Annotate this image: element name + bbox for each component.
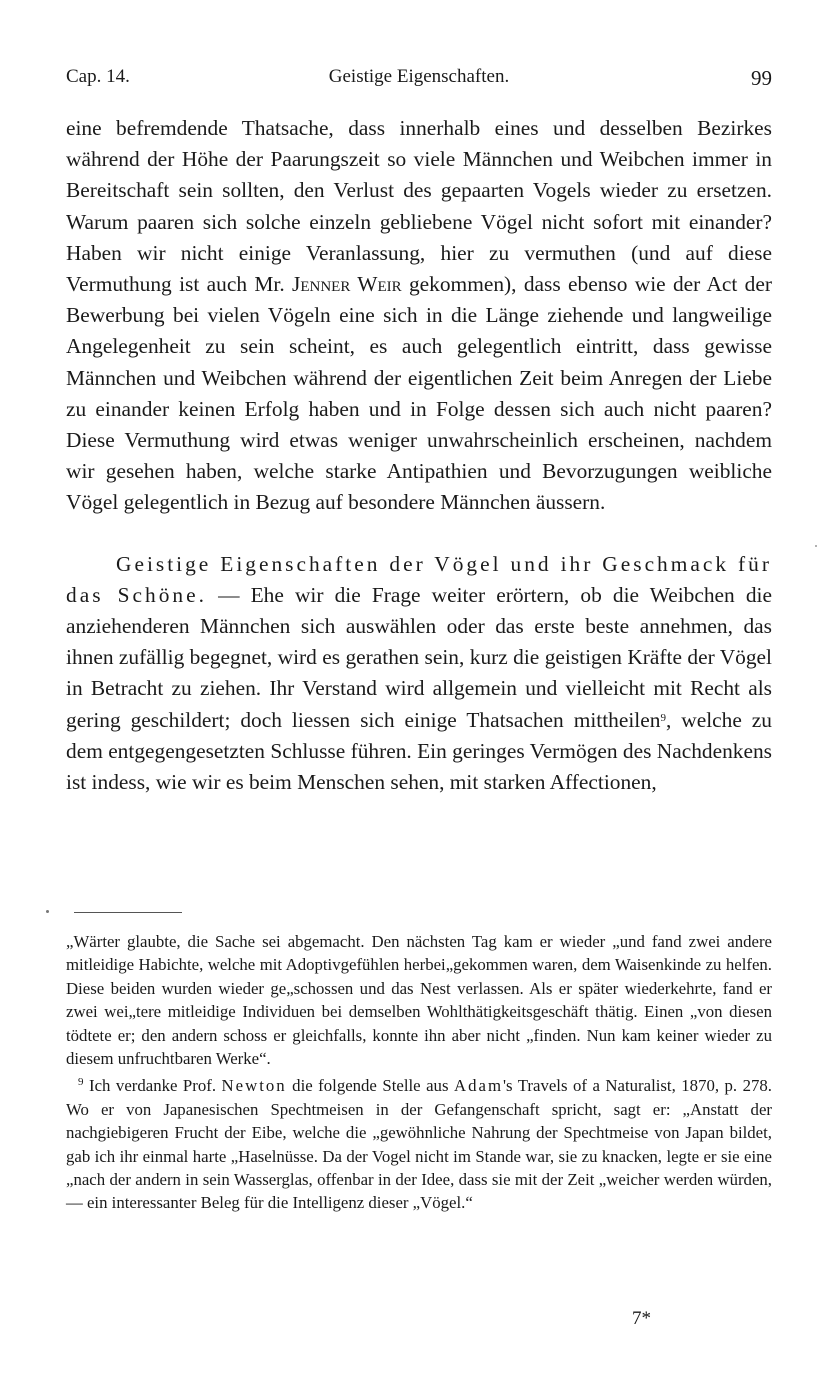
paragraph-1-text-a: eine befremdende Thatsache, dass innerhalb eines und desselben Bezirkes während der Höhe der Paarungszeit so viele Männchen und Weibchen immer in Bereitschaft sein sollten, den Verlust des gepaarten Vogels wieder zu ersetzen. Warum paaren sich solche einzeln gebliebene Vögel nicht sofort mit einander? Haben wir nicht einige Veranlassung, hier zu vermuthen (und auf diese Vermuthung ist auch Mr. bbox=[66, 116, 772, 297]
paragraph-1-text-b: gekommen), dass ebenso wie der Act der Bewerbung bei vielen Vögeln eine sich in die Länge ziehende und langweilige Angelegenheit zu sein scheint, es auch gelegentlich eintritt, dass gewisse Männchen und Weibchen während der eigentlichen Zeit beim Anregen der Liebe zu einander keinen Erfolg haben und in Folge dessen sich auch nicht paaren? Diese Vermuthung wird etwas weniger unwahrscheinlich erscheinen, nachdem wir gesehen haben, welche starke Antipathien und Bevorzugungen weibliche Vögel gelegentlich in Bezug auf besondere Männchen äussern. bbox=[66, 272, 772, 515]
footnote-9-text-b: die folgende Stelle aus bbox=[286, 1076, 454, 1096]
chapter-label: Cap. 14. bbox=[66, 66, 130, 87]
footnote-continued: „Wärter glaubte, die Sache sei abgemacht. Den nächsten Tag kam er wieder „und fand zwei andere mitleidige Habichte, welche mit Adoptivgefühlen herbei„gekommen waren, dem Waisenkinde zu helfen. Diese beiden wurden wieder ge„schossen und das Nest verlassen. Als er später wiederkehrte, fand er zwei wei„tere mitleidige Individuen bei demselben Wohlthätigkeitsgeschäft thätig. Einen „von diesen tödtete er; den andern schoss er gleichfalls, konnte ihn aber nicht „finden. Nun kam keiner wieder zu diesem unfruchtbaren Werke“. bbox=[66, 932, 772, 1069]
footnote-rule bbox=[74, 912, 182, 913]
main-text bbox=[66, 113, 772, 798]
running-title: Geistige Eigenschaften. bbox=[328, 66, 510, 87]
signature-mark: 7* bbox=[632, 1308, 651, 1329]
author-name-adam: Adam bbox=[453, 1076, 503, 1096]
running-header bbox=[66, 66, 772, 96]
footnote-ref-9: 9 bbox=[660, 711, 666, 724]
footnote-9 bbox=[66, 1074, 772, 1214]
print-speck-2 bbox=[815, 545, 817, 547]
author-name-newton: Newton bbox=[221, 1076, 287, 1096]
page-number: 99 bbox=[751, 66, 772, 90]
paragraph-1 bbox=[66, 113, 772, 519]
paragraph-2 bbox=[66, 549, 772, 799]
footnotes bbox=[66, 930, 772, 1215]
author-name-jenner-weir: Jenner Weir bbox=[292, 272, 402, 297]
print-speck bbox=[46, 910, 49, 913]
paragraph-2-text-a: — Ehe wir die Frage weiter erörtern, ob die Weibchen die anziehenderen Männchen sich auswählen oder das erste beste annehmen, das ihnen zufällig begegnet, wird es gerathen sein, kurz die geistigen Kräfte der Vögel in Betracht zu ziehen. Ihr Verstand wird allgemein und vielleicht mit Recht als gering geschildert; doch liessen sich einige Thatsachen mittheilen bbox=[66, 582, 772, 732]
footnote-9-number: 9 bbox=[78, 1076, 84, 1089]
paragraph-2-text-b: , welche zu dem entgegengesetzten Schlusse führen. Ein geringes Vermögen des Nachdenkens ist indess, wie wir es beim Menschen sehen, mit starken Affectionen, bbox=[66, 707, 772, 795]
footnote-9-text-c: 's Travels of a Naturalist, 1870, p. 278. Wo er von Japanesischen Spechtmeisen in der Gefangenschaft spricht, sagt er: „Anstatt der nachgiebigeren Frucht der Eibe, welche die „gewöhnliche Nahrung der Spechtmeise von Japan bildet, gab ich ihr einmal harte „Haselnüsse. Da der Vogel nicht im Stande war, sie zu knacken, legte er sie eine „nach der andern in sein Wasserglas, offenbar in der Idee, dass sie mit der Zeit „weicher werden würden, — ein interessanter Beleg für die Intelligenz dieser „Vögel.“ bbox=[66, 1076, 772, 1213]
section-heading: Geistige Eigenschaften der Vögel und ihr Geschmack für das Schöne. bbox=[66, 551, 772, 607]
footnote-9-text-a: Ich verdanke Prof. bbox=[83, 1076, 222, 1096]
